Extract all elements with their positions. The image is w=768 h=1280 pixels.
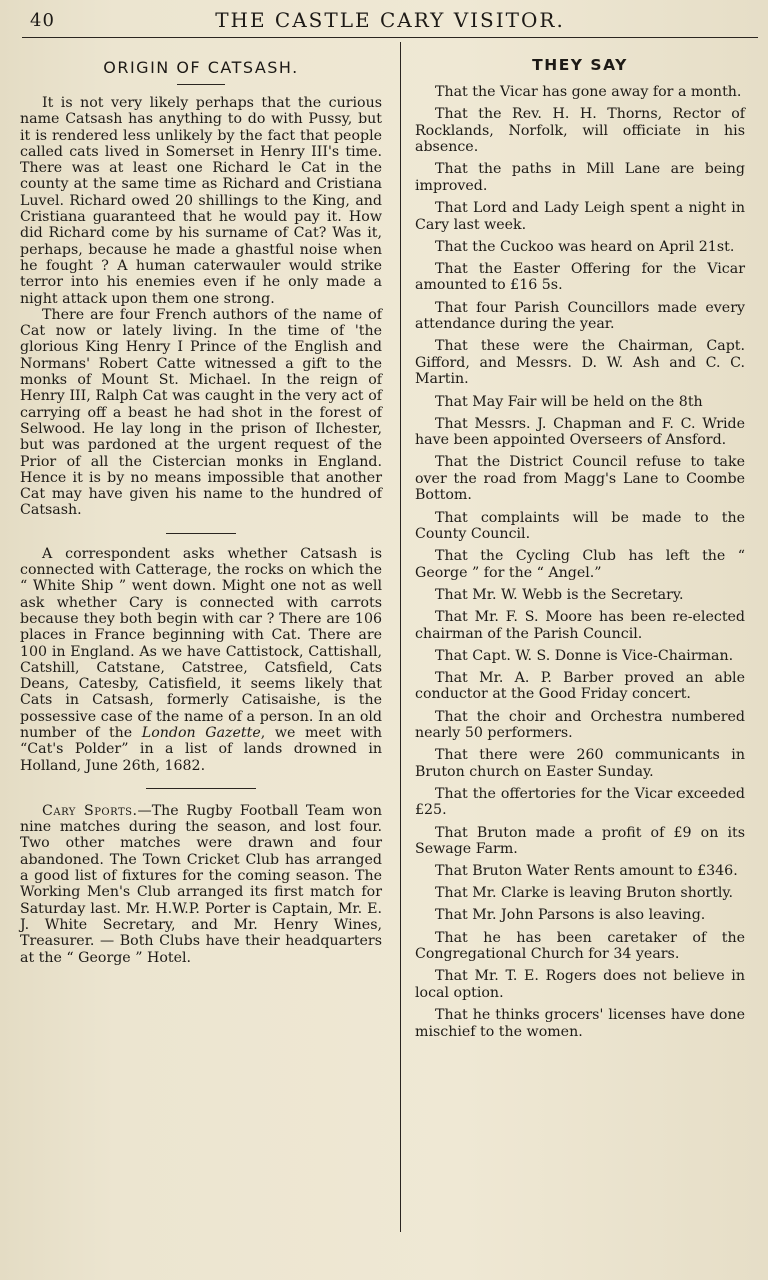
they-say-item: That Bruton made a profit of £9 on its Sewage Farm. — [415, 824, 745, 858]
title-rule — [177, 84, 225, 85]
they-say-item: That the Cycling Club has left the “ George ” for the “ Angel.” — [415, 548, 745, 581]
sports-paragraph — [20, 803, 382, 966]
sports-text: —The Rugby Football Team won nine matches during the season, and lost four. Two other matches were drawn and four abandoned. The Town Cricket Club has arranged a good list of fixtures for the coming season. The Working Men's Club arranged its first match for Saturday last. Mr. H.W.P. Porter is Captain, Mr. E. J. White Secretary, and Mr. Henry Wines, Treasurer. — Both Clubs have their headquarters at the “ George ” Hotel. — [20, 802, 382, 966]
they-say-item: That four Parish Councillors made every attendance during the year. — [415, 299, 745, 333]
they-say-item: That the Vicar has gone away for a month. — [435, 84, 742, 100]
they-say-item: That Messrs. J. Chapman and F. C. Wride have been appointed Overseers of Ansford. — [415, 415, 745, 449]
they-say-item: That Mr. T. E. Rogers does not believe in local option. — [415, 968, 745, 1001]
section-rule — [166, 533, 236, 534]
publication-title: THE CASTLE CARY VISITOR. — [215, 8, 565, 32]
article-title: ORIGIN OF CATSASH. — [103, 58, 299, 77]
they-say-item: That he thinks grocers' licenses have done mischief to the women. — [415, 1006, 745, 1040]
they-say-item: That Mr. Clarke is leaving Bruton shortly. — [435, 885, 734, 902]
they-say-item: That Mr. John Parsons is also leaving. — [435, 907, 706, 924]
sports-heading: Cary Sports. — [42, 802, 138, 819]
they-say-item: That there were 260 communicants in Bruton church on Easter Sunday. — [415, 747, 745, 780]
page-header — [0, 6, 768, 36]
page-number: 40 — [30, 10, 55, 31]
they-say-item: That Lord and Lady Leigh spent a night in Cary last week. — [415, 200, 745, 233]
left-column — [20, 45, 382, 966]
they-say-item: That the District Council refuse to take over the road from Magg's Lane to Coombe Bottom. — [415, 454, 745, 504]
they-say-item: That Bruton Water Rents amount to £346. — [435, 863, 738, 880]
article-paragraph: There are four French authors of the name of Cat now or lately living. In the time of 'the glorious King Henry I Prince of the English and Normans' Robert Catte witnessed a gift to the monks of Mount St. Michael. In the reign of Henry III, Ralph Cat was caught in the very act of carrying off a beast he had shot in the forest of Selwood. He lay long in the prison of Ilchester, but was pardoned at the urgent request of the Prior of all the Cistercian monks in England. Hence it is by no means impossible that another Cat may have given his name to the hundred of Catsash. — [20, 306, 382, 519]
they-say-item: That complaints will be made to the County Council. — [415, 509, 745, 543]
correspondent-paragraph — [20, 546, 382, 774]
header-rule — [22, 37, 758, 38]
they-say-item: That the offertories for the Vicar exceeded £25. — [415, 785, 745, 819]
column-divider — [400, 42, 401, 1232]
they-say-item: That the choir and Orchestra numbered nearly 50 performers. — [415, 708, 745, 742]
they-say-item: That Mr. F. S. Moore has been re-elected chairman of the Parish Council. — [415, 609, 745, 642]
correspondent-text-before: A correspondent asks whether Catsash is connected with Catterage, the rocks on which the “ White Ship ” went down. Might one not as well ask whether Cary is connected with carrots because they both begin with car ? There are 106 places in France beginning with Cat. There are 100 in England. As we have Cattistock, Cattishall, Catshill, Catstane, Catstree, Catsfield, Cats Deans, Catesby, Catisfield, it seems likely that Cats in Catsash, formerly Catisaishe, is the possessive case of the name of a person. In an old number of the — [20, 545, 382, 741]
they-say-item: That Mr. A. P. Barber proved an able conductor at the Good Friday concert. — [415, 669, 745, 703]
article-paragraph: It is not very likely perhaps that the curious name Catsash has anything to do with Pussy, but it is rendered less unlikely by the fact that people called cats lived in Somerset in Henry III's time. There was at least one Richard le Cat in the county at the same time as Richard and Cristiana Luvel. Richard owed 20 shillings to the King, and Cristiana guaranteed that he would pay it. How did Richard come by his surname of Cat? Was it, perhaps, because he made a ghastful noise when he fought ? A human caterwauler would strike terror into his enemies even if he only made a night attack upon them one strong. — [20, 95, 382, 307]
they-say-item: That these were the Chairman, Capt. Gifford, and Messrs. D. W. Ash and C. C. Martin. — [415, 338, 745, 388]
section-rule — [146, 788, 256, 789]
they-say-item: That the Cuckoo was heard on April 21st. — [435, 238, 735, 255]
they-say-item: That May Fair will be held on the 8th — [435, 393, 703, 410]
they-say-item: That the paths in Mill Lane are being improved. — [415, 161, 745, 194]
they-say-item: That Capt. W. S. Donne is Vice-Chairman. — [435, 647, 734, 664]
right-column — [415, 45, 745, 1046]
gazette-title: London Gazette — [141, 724, 261, 741]
they-say-item: That Mr. W. Webb is the Secretary. — [435, 586, 684, 603]
they-say-item: That the Easter Offering for the Vicar amounted to £16 5s. — [415, 260, 745, 294]
they-say-item: That he has been caretaker of the Congregational Church for 34 years. — [415, 929, 745, 963]
they-say-item: That the Rev. H. H. Thorns, Rector of Rocklands, Norfolk, will officiate in his absence. — [415, 106, 745, 156]
correspondent-text-after: , we meet with “Cat's Polder” in a list of lands drowned in Holland, June 26th, 1682. — [20, 724, 383, 774]
they-say-title: THEY SAY — [532, 56, 628, 74]
they-say-list — [415, 84, 745, 1040]
